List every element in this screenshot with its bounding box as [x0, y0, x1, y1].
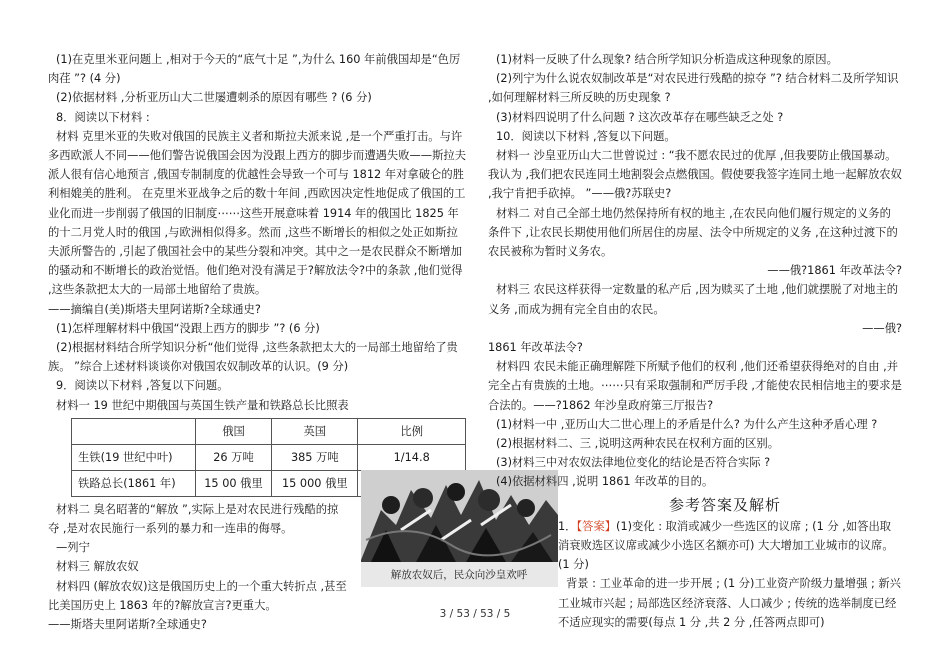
q8-part2: (2)根据材料结合所学知识分析“他们觉得 ,这些条款把太大的一局部土地留给了贵族。 ”综合上述材料谈谈你对俄国农奴制改革的认识。(9 分): [48, 341, 458, 374]
answer-1: [488, 517, 902, 575]
q9-title: 9．阅读以下材料 ,答复以下问题。: [56, 379, 229, 393]
q10-material3-source-cont: 1861 年改革法令?: [488, 341, 583, 355]
q8-source: ——摘编自(美)斯塔夫里阿诺斯?全球通史?: [48, 302, 261, 316]
q9-part2: (2)列宁为什么说农奴制改革是“对农民进行残酷的掠夺 ”? 结合材料二及所学知识 ,如何理解材料三所反映的历史现象 ?: [488, 72, 899, 105]
q7-part2: (2)依据材料 ,分析亚历山大二世屡遭刺杀的原因有哪些 ? (6 分): [56, 91, 372, 105]
right-column: [488, 50, 902, 632]
q10-material3-source: ——俄?: [862, 321, 902, 335]
q9-part3: (3)材料四说明了什么问题 ? 这次改革存在哪些缺乏之处 ?: [496, 110, 784, 124]
q10-material2: 材料二 对自己全部土地仍然保持所有权的地主 ,在农民向他们履行规定的义务的条件下 ,让农民长期使用他们所居住的房屋、法令中所规定的义务 ,在这种过渡下的农民被称为暂时义务农。: [488, 206, 898, 259]
answer-text: (1)变化 : 取消或减少一些选区的议席 ; (1 分 ,如答出取消衰败选区议席或减少小选区名额亦可) 大大增加工业城市的议席。(1 分): [558, 519, 894, 572]
q9-material2: 材料二 臭名昭著的“解放 ”,实际上是对农民进行残酷的掠夺 ,是对农民施行一系列的暴力和一连串的侮辱。: [48, 502, 339, 536]
q8-part1: (1)怎样理解材料中俄国“没跟上西方的脚步 ”? (6 分): [56, 321, 320, 335]
table-row: [72, 444, 466, 470]
q10-title: 10．阅读以下材料 ,答复以下问题。: [496, 129, 676, 143]
q10-part4: (4)依据材料四 ,说明 1861 年改革的目的。: [496, 475, 714, 489]
q7-part1: (1)在克里米亚问题上 ,相对于今天的“底气十足 ”,为什么 160 年前俄国却是“色厉肉荏 ”? (4 分): [48, 53, 461, 86]
q9-part1: (1)材料一反映了什么现象? 结合所学知识分析造成这种现象的原因。: [496, 53, 838, 66]
page-number: 3 / 53 / 53 / 5: [439, 608, 511, 620]
table-header: 英国: [272, 418, 358, 444]
q9-material4: 材料四 (解放农奴)这是俄国历史上的一个重大转折点 ,甚至比美国历史上 1863 年的?解放宣言?更重大。: [48, 579, 347, 612]
q8-title: 8．阅读以下材料 :: [56, 110, 150, 124]
table-cell: 生铁(19 世纪中叶): [72, 444, 196, 470]
table-cell: 1/14.8: [358, 444, 466, 470]
q9-material3: 材料三 解放农奴: [56, 560, 139, 574]
q10-material1: 材料一 沙皇亚历山大二世曾说过 : “我不愿农民过的优厚 ,但我要防止俄国暴动。我认为 ,我们把农民连同土地割裂会点燃俄国。假使要我签字连同土地一起解放农奴 ,我宁肯把手砍掉。 ”——俄?苏联史?: [488, 149, 902, 201]
answer-tag: 【答案】: [576, 519, 617, 533]
q10-part3: (3)材料三中对农奴法律地位变化的结论是否符合实际 ?: [496, 456, 771, 470]
answer-section-title: 参考答案及解析: [668, 495, 781, 514]
table-cell: 铁路总长(1861 年): [72, 470, 196, 496]
image-caption: 解放农奴后，民众向沙皇欢呼: [390, 569, 528, 581]
q10-material3: 材料三 农民这样获得一定数量的私产后 ,因为赎买了土地 ,他们就摆脱了对地主的义务 ,而成为拥有完全自由的农民。: [488, 283, 899, 316]
table-header-row: [72, 418, 466, 444]
q10-part2: (2)根据材料二、三 ,说明这两种农民在权利方面的区别。: [496, 437, 780, 451]
table-cell: 385 万吨: [272, 444, 358, 470]
table-cell: 26 万吨: [195, 444, 271, 470]
table-header: [72, 418, 196, 444]
table-header: 比例: [358, 418, 466, 444]
table-cell: 15 000 俄里: [272, 470, 358, 496]
answer-number: 1．: [558, 519, 577, 533]
table-header: 俄国: [195, 418, 271, 444]
q10-material2-source: ——俄?1861 年改革法令?: [767, 264, 902, 278]
q10-material4: 材料四 农民未能正确理解陛下所赋予他们的权利 ,他们还希望获得绝对的自由 ,并完全占有贵族的土地。⋯⋯只有采取强制和严厉手段 ,才能使农民相信地主的要求是合法的。——?1862 年沙皇政府第三厅报告?: [488, 360, 902, 412]
answer-1-background: 背景 : 工业革命的进一步开展 ; (1 分)工业资产阶级力量增强 ; 新兴工业城市兴起 ; 局部选区经济衰落、人口减少 ; 传统的选举制度已经不适应现实的需要(每点 1 分 ,共 2 分 ,任答两点即可): [558, 577, 901, 629]
q8-material: 材料 克里米亚的失败对俄国的民族主义者和斯拉夫派来说 ,是一个严重打击。与许多西欧派人不同——他们警告说俄国会因为没跟上西方的脚步而遭遇失败——斯拉夫派人很有信心地预言 ,俄国专制制度的优越性会导致一个可与 1812 年对拿破仑的胜利相媲美的胜利。 在克里米亚战争之后的数十年间 ,西欧因决定性地促成了俄国的工业化而进一步削弱了俄国的旧制度⋯⋯这些开展意味着 1914 年的俄国比 1825 年的十二月党人时的俄国 ,与欧洲相似得多。然而 ,这些不断增长的相似之处正如斯拉夫派所警告的 ,引起了俄国社会中的某些分裂和冲突。其中之一是农民群众不断增加的骚动和不断增长的政治觉悟。他们绝对没有满足于?解放法令?中的条款 ,他们觉得 ,这些条款把太大的一局部土地留给了贵族。: [48, 129, 466, 297]
q10-part1: (1)材料一中 ,亚历山大二世心理上的矛盾是什么? 为什么产生这种矛盾心理 ?: [496, 417, 878, 431]
q9-material4-source: ——斯塔夫里阿诺斯?全球通史?: [48, 618, 207, 632]
q9-material1: 材料一 19 世纪中期俄国与英国生铁产量和铁路总长比照表: [56, 398, 349, 412]
table-cell: 15 00 俄里: [195, 470, 271, 496]
q9-material2-source: —列宁: [56, 541, 90, 555]
